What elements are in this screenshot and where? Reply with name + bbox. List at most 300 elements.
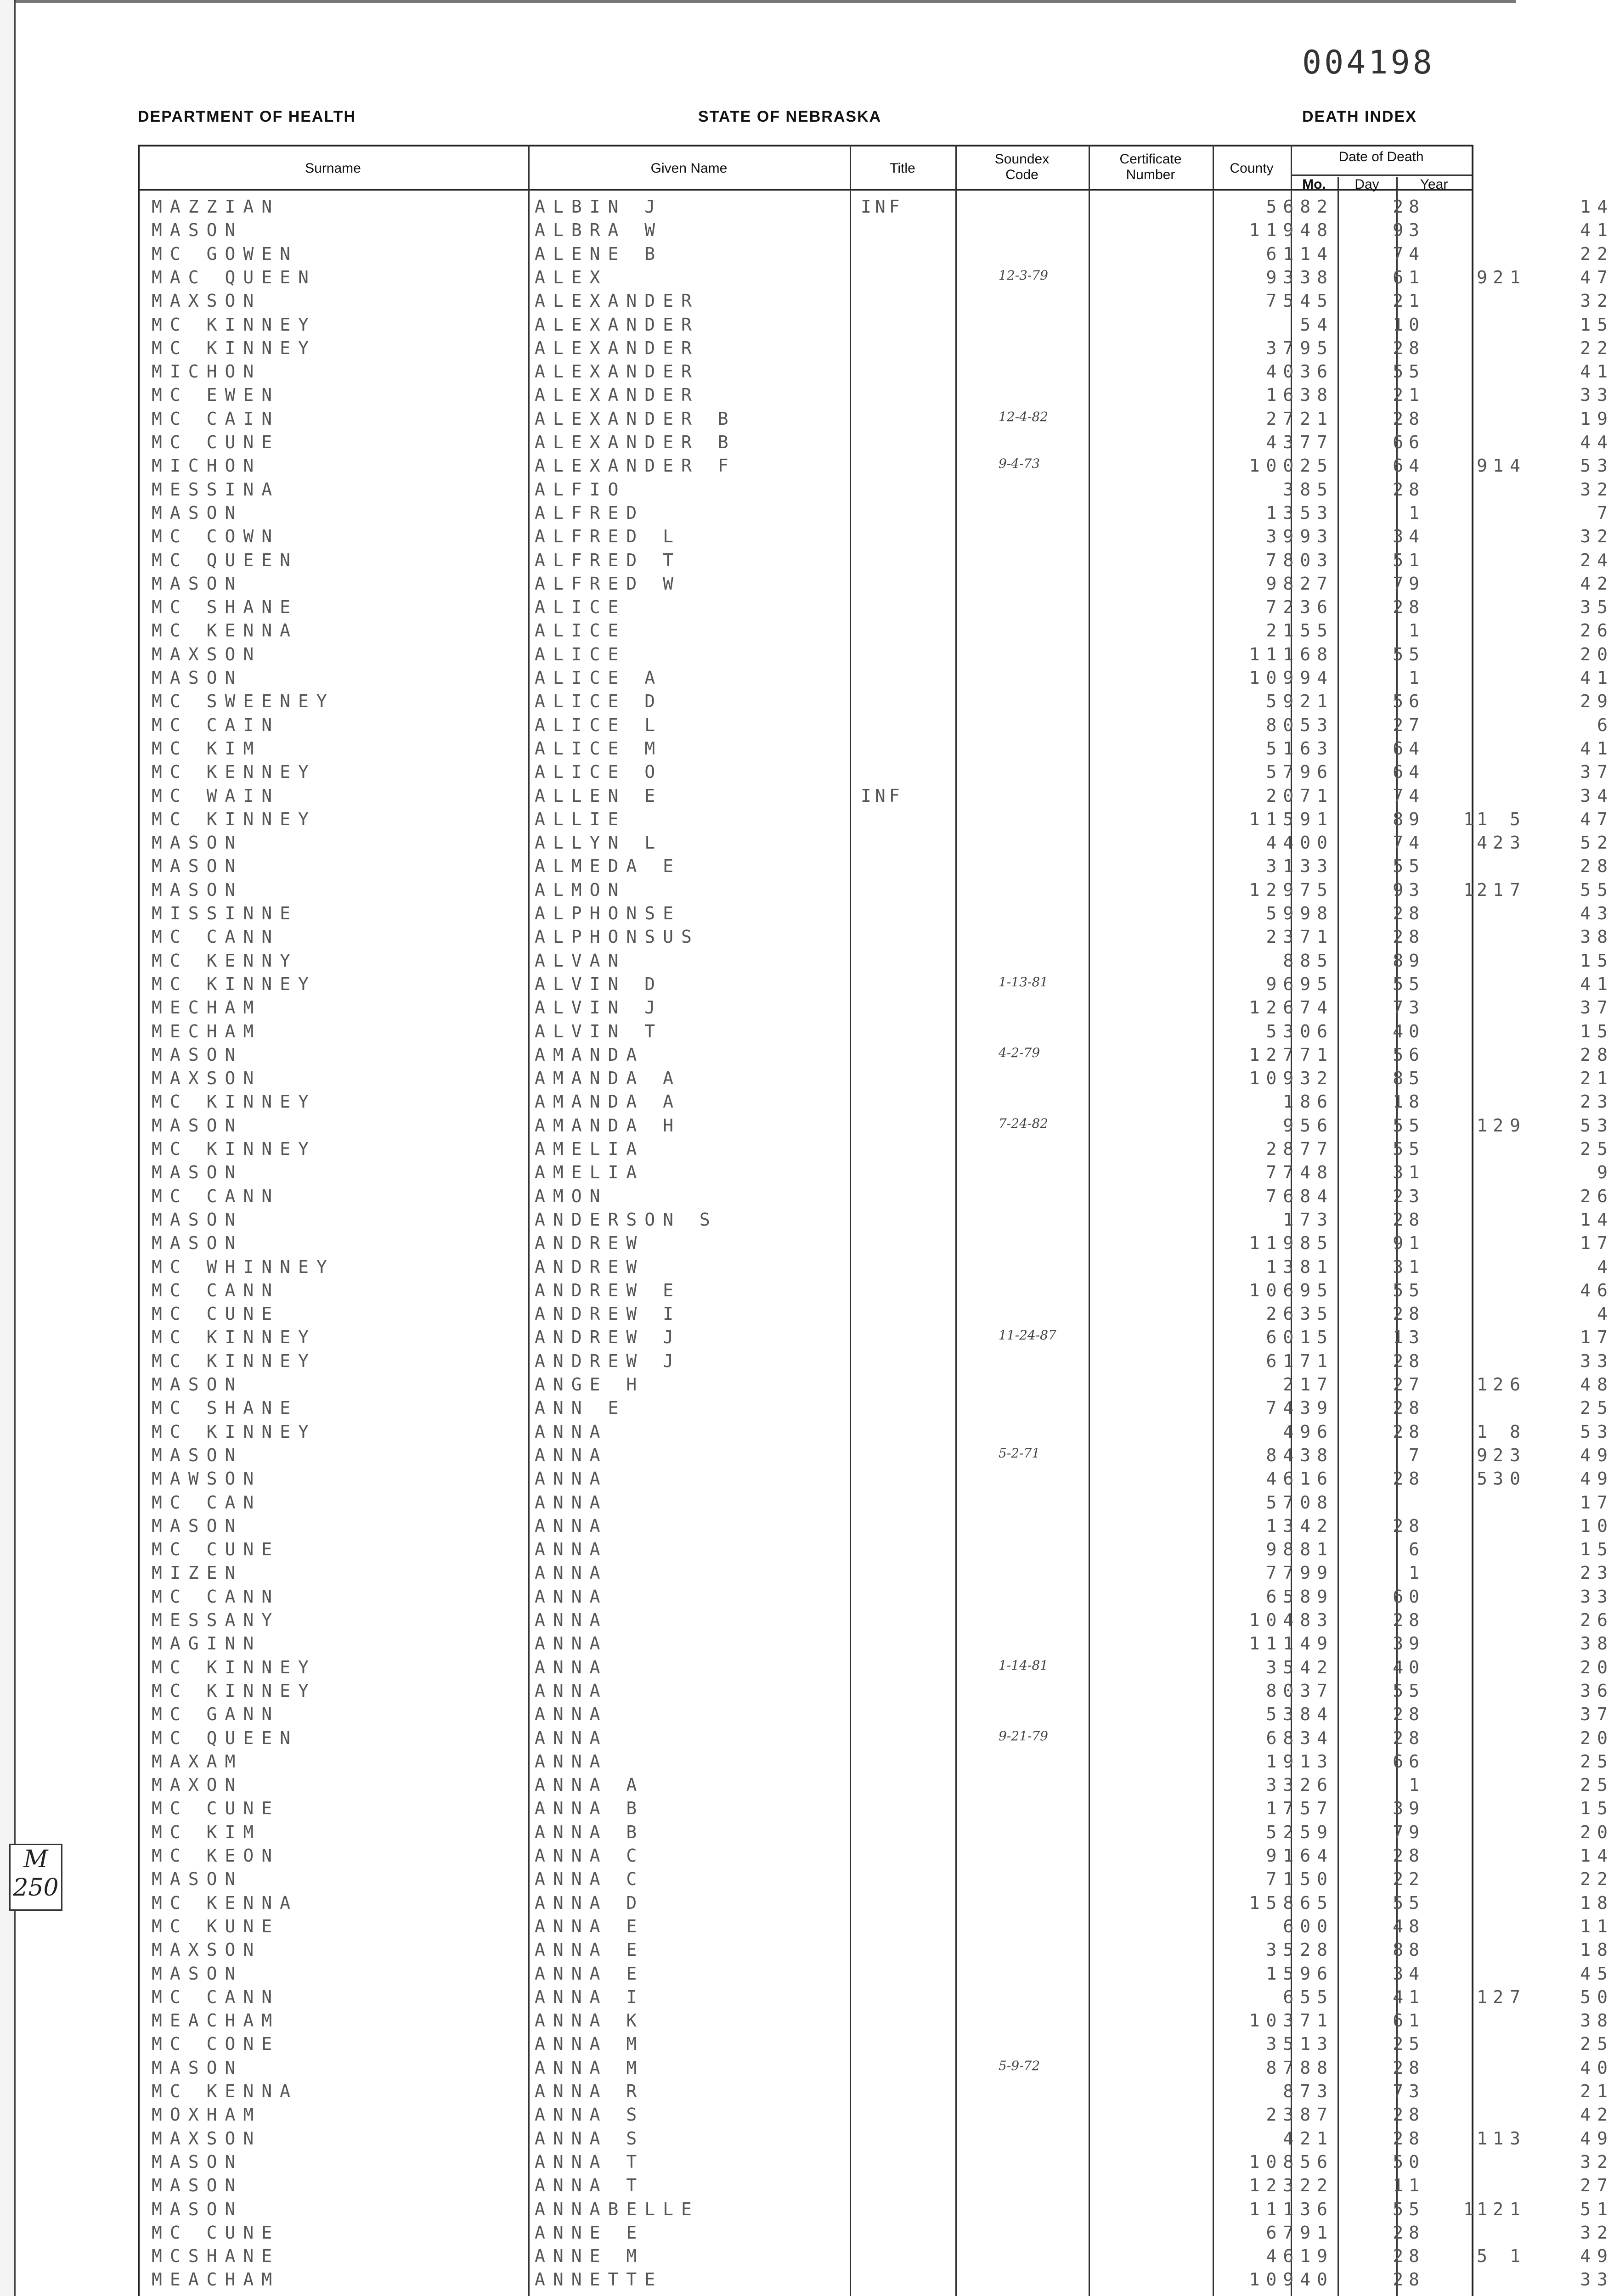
year-cell: 26 (1580, 1610, 1614, 1630)
year-cell: 32 (1580, 2151, 1614, 2172)
handwritten-note: 5-2-71 (999, 1445, 1040, 1461)
county-cell: 64 (1393, 738, 1425, 759)
year-cell: 20 (1580, 644, 1614, 664)
certificate-cell: 6114 (1266, 243, 1334, 264)
given-name-cell: ANDERSON S (535, 1209, 718, 1230)
year-cell: 17 (1580, 1327, 1614, 1348)
year-cell: 26 (1580, 620, 1614, 641)
certificate-cell: 10940 (1249, 2269, 1334, 2290)
given-name-cell: AMELIA (535, 1162, 645, 1183)
surname-cell: MC KINNEY (152, 1680, 316, 1701)
county-cell: 66 (1393, 1751, 1425, 1772)
given-name-cell: ALICE M (535, 738, 663, 759)
month-cell: 4 (1477, 833, 1490, 853)
table-row (140, 1656, 1614, 1679)
handwritten-note: 11-24-87 (999, 1328, 1056, 1343)
certificate-cell: 11591 (1249, 809, 1334, 829)
certificate-cell: 7799 (1266, 1563, 1334, 1583)
given-name-cell: ALLEN E (535, 785, 663, 806)
table-row (140, 1844, 1614, 1868)
certificate-cell: 2387 (1266, 2105, 1334, 2125)
year-cell: 32 (1580, 2222, 1614, 2243)
surname-cell: MEACHAM (152, 2269, 280, 2290)
year-cell: 53 (1580, 1115, 1614, 1136)
table-row (140, 1020, 1614, 1043)
year-cell: 15 (1580, 1798, 1614, 1819)
certificate-cell: 11948 (1249, 220, 1334, 241)
day-cell: 8 (1510, 1421, 1527, 1442)
county-cell: 55 (1393, 974, 1425, 994)
table-row (140, 973, 1614, 996)
state-heading: STATE OF NEBRASKA (698, 108, 882, 125)
given-name-cell: ANN E (535, 1398, 626, 1418)
table-row (140, 2009, 1614, 2032)
given-name-cell: ALFRED L (535, 526, 682, 547)
given-name-cell: AMANDA H (535, 1115, 682, 1136)
given-name-cell: AMON (535, 1186, 608, 1206)
year-cell: 42 (1580, 2105, 1614, 2125)
surname-cell: MC KINNEY (152, 809, 316, 829)
day-cell: 23 (1493, 1445, 1527, 1465)
table-row (140, 289, 1614, 313)
year-cell: 29 (1580, 691, 1614, 712)
certificate-cell: 8037 (1266, 1680, 1334, 1701)
day-cell: 21 (1493, 2199, 1527, 2219)
surname-cell: MIZEN (152, 1563, 243, 1583)
surname-cell: MC KIM (152, 1822, 262, 1842)
surname-cell: MASON (152, 220, 243, 241)
surname-cell: MC KENNY (152, 950, 299, 971)
surname-cell: MC KINNEY (152, 338, 316, 358)
county-cell: 51 (1393, 550, 1425, 570)
certificate-cell: 10025 (1249, 456, 1334, 476)
table-row (140, 1067, 1614, 1090)
table-row (140, 2268, 1614, 2291)
stamp-letter: M (23, 1846, 48, 1873)
given-name-cell: ANNA (535, 1421, 608, 1442)
handwritten-note: 9-21-79 (999, 1728, 1048, 1744)
year-cell: 43 (1580, 903, 1614, 923)
certificate-cell: 5163 (1266, 738, 1334, 759)
county-cell: 28 (1393, 1304, 1425, 1324)
certificate-cell: 9827 (1266, 573, 1334, 594)
county-cell: 28 (1393, 408, 1425, 429)
given-name-cell: ANNA (535, 1610, 608, 1630)
month-cell: 1 (1477, 1986, 1490, 2007)
surname-cell: MOXHAM (152, 2105, 262, 2125)
day-cell: 26 (1493, 1374, 1527, 1395)
county-cell: 74 (1393, 785, 1425, 806)
table-row (140, 313, 1614, 337)
surname-cell: MC KINNEY (152, 974, 316, 994)
surname-cell: MC COWN (152, 526, 280, 547)
county-cell: 40 (1393, 1021, 1425, 1041)
year-cell: 44 (1580, 432, 1614, 452)
certificate-cell: 12674 (1249, 997, 1334, 1018)
handwritten-note: 4-2-79 (999, 1045, 1040, 1060)
surname-cell: MC CUNE (152, 2222, 280, 2243)
county-cell: 28 (1393, 2269, 1425, 2290)
table-row (140, 1609, 1614, 1632)
year-cell: 15 (1580, 1539, 1614, 1560)
county-cell: 27 (1393, 715, 1425, 735)
index-heading: DEATH INDEX (1302, 108, 1417, 125)
county-cell: 11 (1393, 2175, 1425, 2196)
surname-cell: MASON (152, 502, 243, 523)
county-cell: 28 (1393, 2105, 1425, 2125)
county-cell: 28 (1393, 338, 1425, 358)
surname-cell: MC KENNA (152, 2081, 299, 2101)
certificate-cell: 1353 (1266, 502, 1334, 523)
county-cell: 55 (1393, 1892, 1425, 1913)
certificate-cell: 4377 (1266, 432, 1334, 452)
given-name-cell: ALEXANDER (535, 385, 700, 405)
month-header: Mo. (1302, 177, 1326, 192)
table-row (140, 643, 1614, 666)
given-name-cell: ALEXANDER F (535, 456, 736, 476)
certificate-cell: 3513 (1266, 2034, 1334, 2054)
table-row (140, 2032, 1614, 2056)
county-cell: 7 (1409, 1445, 1425, 1465)
county-cell: 28 (1393, 1351, 1425, 1371)
county-cell: 39 (1393, 1633, 1425, 1654)
table-row (140, 1632, 1614, 1655)
surname-cell: MASON (152, 856, 243, 877)
year-cell: 21 (1580, 2081, 1614, 2101)
given-name-cell: ALFRED W (535, 573, 682, 594)
year-cell: 15 (1580, 950, 1614, 971)
month-cell: 1 (1477, 1374, 1490, 1395)
certificate-cell: 8053 (1266, 715, 1334, 735)
year-cell: 21 (1580, 1068, 1614, 1089)
certificate-cell: 10932 (1249, 1068, 1334, 1089)
given-name-cell: ALPHONSUS (535, 927, 700, 947)
year-cell: 14 (1580, 1846, 1614, 1866)
certificate-cell: 421 (1283, 2128, 1334, 2149)
table-row (140, 737, 1614, 760)
county-cell: 73 (1393, 2081, 1425, 2101)
day-cell: 21 (1493, 267, 1527, 287)
surname-cell: MC CAIN (152, 408, 280, 429)
surname-cell: MASON (152, 2199, 243, 2219)
table-row (140, 2198, 1614, 2221)
surname-cell: MC KINNEY (152, 1421, 316, 1442)
table-row (140, 808, 1614, 831)
certificate-cell: 5384 (1266, 1704, 1334, 1725)
given-name-cell: ANNA (535, 1586, 608, 1607)
surname-cell: MASON (152, 879, 243, 900)
county-cell: 27 (1393, 1374, 1425, 1395)
county-cell: 48 (1393, 1916, 1425, 1936)
surname-cell: MC KUNE (152, 1916, 280, 1936)
surname-cell: MC KENNA (152, 1892, 299, 1913)
county-cell: 55 (1393, 2199, 1425, 2219)
certificate-cell: 873 (1283, 2081, 1334, 2101)
certificate-header: Certificate Number (1119, 152, 1182, 182)
certificate-cell: 173 (1283, 1209, 1334, 1230)
county-cell: 73 (1393, 997, 1425, 1018)
year-cell: 38 (1580, 2010, 1614, 2031)
certificate-cell: 5306 (1266, 1021, 1334, 1041)
surname-cell: MAXSON (152, 1068, 262, 1089)
given-name-cell: ALEXANDER (535, 314, 700, 335)
table-row (140, 1962, 1614, 1986)
given-name-cell: ANNA S (535, 2105, 645, 2125)
year-header: Year (1420, 177, 1448, 192)
table-row (140, 1350, 1614, 1373)
county-cell: 6 (1409, 1539, 1425, 1560)
year-cell: 48 (1580, 1374, 1614, 1395)
county-cell: 28 (1393, 903, 1425, 923)
given-name-cell: ALICE D (535, 691, 663, 712)
table-row (140, 1161, 1614, 1184)
county-cell: 61 (1393, 2010, 1425, 2031)
year-cell: 23 (1580, 1563, 1614, 1583)
certificate-cell: 5708 (1266, 1492, 1334, 1513)
surname-header: Surname (305, 161, 361, 176)
table-row (140, 1373, 1614, 1396)
given-name-cell: ANNA B (535, 1822, 645, 1842)
day-cell: 5 (1510, 809, 1527, 829)
certificate-cell: 12975 (1249, 879, 1334, 900)
county-cell: 55 (1393, 856, 1425, 877)
year-cell: 33 (1580, 1351, 1614, 1371)
table-row (140, 1797, 1614, 1820)
county-cell: 28 (1393, 1421, 1425, 1442)
surname-cell: MC CONE (152, 2034, 280, 2054)
date-subheader-rule (1291, 174, 1472, 176)
table-row (140, 1137, 1614, 1161)
certificate-cell: 3326 (1266, 1775, 1334, 1795)
given-name-cell: ANNA M (535, 2057, 645, 2078)
year-cell: 4 (1597, 1304, 1614, 1324)
given-name-cell: ANDREW E (535, 1280, 682, 1300)
given-name-cell: ALEX (535, 267, 608, 287)
year-cell: 52 (1580, 833, 1614, 853)
year-cell: 41 (1580, 668, 1614, 688)
year-cell: 37 (1580, 997, 1614, 1018)
month-cell: 1 (1477, 2128, 1490, 2149)
year-cell: 37 (1580, 1704, 1614, 1725)
table-row (140, 596, 1614, 619)
given-name-cell: ANNA (535, 1563, 608, 1583)
certificate-cell: 3528 (1266, 1940, 1334, 1960)
certificate-cell: 3795 (1266, 338, 1334, 358)
year-cell: 20 (1580, 1822, 1614, 1842)
given-name-cell: ANNA C (535, 1846, 645, 1866)
table-row (140, 2127, 1614, 2150)
given-name-cell: ANNETTE (535, 2269, 663, 2290)
given-name-cell: ALICE O (535, 762, 663, 782)
table-row (140, 1514, 1614, 1538)
day-cell: 27 (1493, 1986, 1527, 2007)
county-cell: 1 (1409, 1563, 1425, 1583)
surname-cell: MASON (152, 1233, 243, 1254)
year-cell: 41 (1580, 738, 1614, 759)
given-name-cell: ALLIE (535, 809, 626, 829)
month-cell: 5 (1477, 1469, 1490, 1489)
county-cell: 50 (1393, 2151, 1425, 2172)
soundex-header: Soundex Code (994, 152, 1050, 182)
surname-cell: MC CANN (152, 1586, 280, 1607)
county-cell: 74 (1393, 833, 1425, 853)
year-cell: 25 (1580, 2034, 1614, 2054)
certificate-cell: 2635 (1266, 1304, 1334, 1324)
table-row (140, 2080, 1614, 2103)
surname-cell: MASON (152, 1963, 243, 1984)
certificate-cell: 2071 (1266, 785, 1334, 806)
certificate-cell: 1638 (1266, 385, 1334, 405)
table-row (140, 337, 1614, 360)
year-cell: 47 (1580, 809, 1614, 829)
year-cell: 11 (1580, 1916, 1614, 1936)
county-header: County (1230, 161, 1274, 176)
year-cell: 22 (1580, 243, 1614, 264)
given-name-cell: ALFRED (535, 502, 645, 523)
surname-cell: MAWSON (152, 1469, 262, 1489)
table-row (140, 454, 1614, 478)
given-name-cell: AMANDA A (535, 1092, 682, 1112)
given-name-cell: ANDREW I (535, 1304, 682, 1324)
surname-cell: MAXON (152, 1775, 243, 1795)
surname-cell: MASON (152, 2151, 243, 2172)
table-row (140, 1727, 1614, 1750)
surname-cell: MISSINNE (152, 903, 299, 923)
county-cell: 1 (1409, 502, 1425, 523)
surname-cell: MECHAM (152, 1021, 262, 1041)
surname-cell: MAXAM (152, 1751, 243, 1772)
given-name-cell: ALBRA W (535, 220, 663, 241)
certificate-cell: 186 (1283, 1092, 1334, 1112)
table-row (140, 878, 1614, 902)
county-cell: 79 (1393, 573, 1425, 594)
certificate-cell: 10371 (1249, 2010, 1334, 2031)
scan-top-edge (0, 0, 1516, 3)
given-name-cell: ALMON (535, 879, 626, 900)
given-name-cell: ANNA (535, 1704, 608, 1725)
surname-cell: MAC QUEEN (152, 267, 316, 287)
given-name-cell: ANNA (535, 1492, 608, 1513)
county-cell: 23 (1393, 1186, 1425, 1206)
year-cell: 14 (1580, 197, 1614, 217)
given-name-cell: ANNA E (535, 1940, 645, 1960)
given-name-cell: ALEXANDER B (535, 432, 736, 452)
month-cell: 11 (1463, 809, 1490, 829)
given-name-cell: ALEXANDER B (535, 408, 736, 429)
county-cell: 28 (1393, 2128, 1425, 2149)
certificate-cell: 3542 (1266, 1657, 1334, 1677)
surname-cell: MAXSON (152, 291, 262, 311)
margin-stamp (9, 1844, 62, 1911)
year-cell: 23 (1580, 1092, 1614, 1112)
county-cell: 34 (1393, 526, 1425, 547)
certificate-cell: 4619 (1266, 2246, 1334, 2267)
table-row (140, 1938, 1614, 1962)
given-name-cell: ANNA (535, 1445, 608, 1465)
table-row (140, 407, 1614, 431)
surname-cell: MC GANN (152, 1704, 280, 1725)
given-name-cell: ANNA (535, 1539, 608, 1560)
year-cell: 33 (1580, 2269, 1614, 2290)
month-cell: 9 (1477, 1445, 1490, 1465)
given-name-cell: ANDREW (535, 1233, 645, 1254)
surname-cell: MC SWEENEY (152, 691, 335, 712)
surname-cell: MASON (152, 1445, 243, 1465)
county-cell: 1 (1409, 1775, 1425, 1795)
certificate-cell: 655 (1283, 1986, 1334, 2007)
handwritten-note: 9-4-73 (999, 456, 1040, 472)
county-cell: 28 (1393, 1515, 1425, 1536)
table-row (140, 266, 1614, 289)
surname-cell: MASON (152, 1162, 243, 1183)
document-number: 004198 (1302, 44, 1435, 81)
county-cell: 31 (1393, 1162, 1425, 1183)
table-row (140, 666, 1614, 690)
certificate-cell: 7545 (1266, 291, 1334, 311)
given-name-cell: ANNA B (535, 1798, 645, 1819)
table-row (140, 2245, 1614, 2268)
table-row (140, 949, 1614, 973)
county-cell: 1 (1409, 620, 1425, 641)
table-row (140, 1773, 1614, 1797)
certificate-cell: 11985 (1249, 1233, 1334, 1254)
year-cell: 26 (1580, 1186, 1614, 1206)
month-cell: 9 (1477, 267, 1490, 287)
year-cell: 45 (1580, 1963, 1614, 1984)
year-cell: 40 (1580, 2057, 1614, 2078)
date-of-death-header: Date of Death (1338, 149, 1424, 164)
county-cell: 66 (1393, 432, 1425, 452)
county-cell (1333, 1491, 1425, 1514)
certificate-cell: 1381 (1266, 1256, 1334, 1277)
certificate-cell: 4036 (1266, 361, 1334, 382)
table-row (140, 784, 1614, 808)
surname-cell: MC CANN (152, 1280, 280, 1300)
county-cell: 28 (1393, 2246, 1425, 2267)
certificate-cell: 9164 (1266, 1846, 1334, 1866)
year-cell: 36 (1580, 1680, 1614, 1701)
county-cell: 56 (1393, 1044, 1425, 1065)
year-cell: 6 (1597, 715, 1614, 735)
table-row (140, 760, 1614, 784)
certificate-cell: 10856 (1249, 2151, 1334, 2172)
given-name-cell: ALICE (535, 620, 626, 641)
handwritten-note: 12-3-79 (999, 267, 1048, 283)
given-name-cell: ANNA (535, 1728, 608, 1748)
county-cell: 55 (1393, 361, 1425, 382)
table-row (140, 831, 1614, 855)
given-name-cell: ANDREW J (535, 1351, 682, 1371)
table-row (140, 690, 1614, 713)
year-cell: 33 (1580, 385, 1614, 405)
table-row (140, 1915, 1614, 1938)
certificate-cell: 4400 (1266, 833, 1334, 853)
surname-cell: MC KINNEY (152, 1657, 316, 1677)
year-cell: 35 (1580, 597, 1614, 618)
given-name-cell: ALFRED T (535, 550, 682, 570)
table-row (140, 1561, 1614, 1585)
year-cell: 55 (1580, 879, 1614, 900)
given-name-cell: ALVIN T (535, 1021, 663, 1041)
county-cell: 28 (1393, 1728, 1425, 1748)
county-cell: 1 (1409, 668, 1425, 688)
handwritten-note: 1-13-81 (999, 974, 1048, 990)
surname-cell: MC KINNEY (152, 1139, 316, 1159)
year-cell: 7 (1597, 502, 1614, 523)
county-cell: 88 (1393, 1940, 1425, 1960)
given-name-cell: ALVIN J (535, 997, 663, 1018)
county-cell: 31 (1393, 1256, 1425, 1277)
